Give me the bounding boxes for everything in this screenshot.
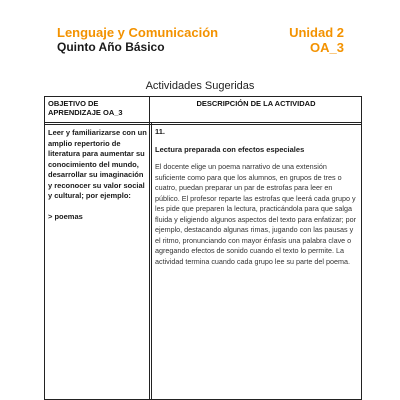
header-divider-inner <box>45 124 361 125</box>
objective-bullet: > poemas <box>48 211 83 221</box>
section-title: Actividades Sugeridas <box>145 80 255 92</box>
description-column-header: DESCRIPCIÓN DE LA ACTIVIDAD <box>196 99 316 108</box>
grade-level: Quinto Año Básico <box>57 40 165 54</box>
header-left <box>57 25 218 55</box>
header-divider <box>45 122 361 123</box>
column-divider-inner <box>151 123 152 399</box>
activity-title: Lectura preparada con efectos especiales <box>155 145 305 154</box>
activity-number: 11. <box>155 127 166 136</box>
header-right <box>289 25 344 55</box>
activities-table <box>44 96 362 400</box>
activity-description: El docente elige un poema narrativo de una extensión suficiente como para que los alumnos, en grupos de tres o cuatro, puedan preparar un par de estrofas para leer en público. El profesor reparte las estrofas que leerá cada grupo y les pide que preparen la lectura, practicándola para que salga fluida y eligiendo algunos aspectos del texto para enfatizar; por ejemplo, destacando algunas rimas, jugando con las pausas y el ritmo, pronunciando con mayor énfasis una palabra clave o agregando efectos de sonido cuando el texto lo permite. La actividad termina cuando cada grupo lee su parte del poema. <box>155 162 356 266</box>
subject-title: Lenguaje y Comunicación <box>57 25 219 40</box>
objective-cell <box>48 128 148 222</box>
objective-code: OA_3 <box>310 40 344 55</box>
activity-cell <box>155 127 359 267</box>
objective-column-header: OBJETIVO DE APRENDIZAJE OA_3 <box>48 99 123 117</box>
objective-text: Leer y familiarizarse con un amplio repertorio de literatura para aumentar su conocimiento del mundo, desarrollar su imaginación y reconocer su valor social y cultural; por ejemplo: <box>48 128 147 200</box>
column-divider <box>149 97 150 399</box>
unit-label: Unidad 2 <box>289 25 344 40</box>
